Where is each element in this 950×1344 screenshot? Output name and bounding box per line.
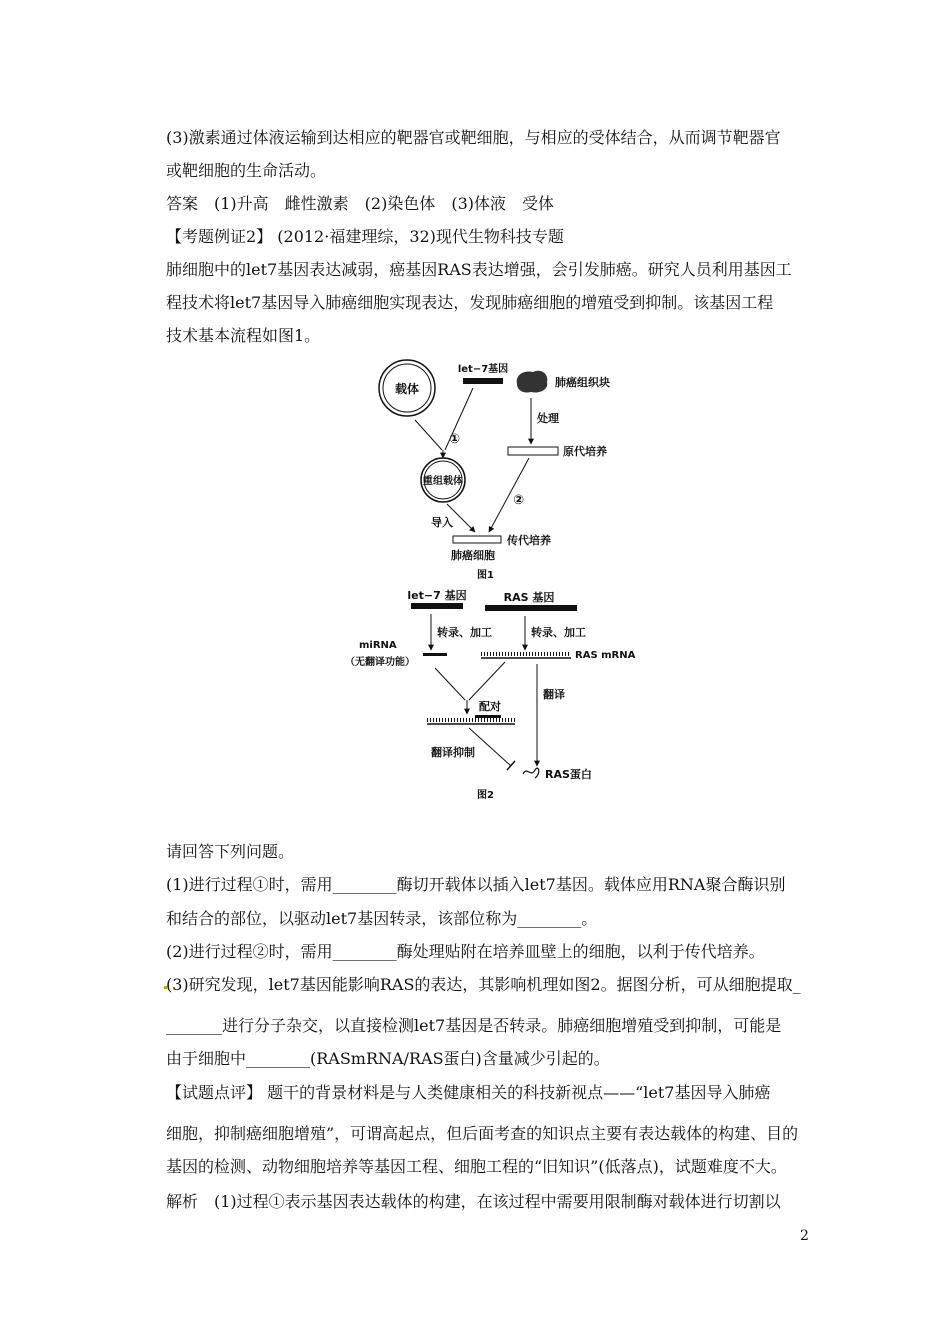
figure-1-caption: 图1	[477, 570, 494, 581]
let7-gene-bar-2	[411, 603, 463, 609]
mirna-label: miRNA	[359, 640, 397, 651]
text-line: 或靶细胞的生命活动。	[166, 161, 327, 180]
ras-gene-label: RAS 基因	[503, 591, 555, 604]
subculture-label: 传代培养	[507, 534, 551, 547]
import-label: 导入	[431, 516, 453, 529]
comment-line: 基因的检测、动物细胞培养等基因工程、细胞工程的“旧知识”(低落点)，试题难度不大。	[166, 1157, 787, 1176]
question-1-cont: 和结合的部位，以驱动let7基因转录，该部位称为________。	[166, 909, 598, 928]
pair-label: 配对	[479, 700, 501, 713]
let7-gene-bar	[463, 378, 503, 384]
paired-mirna-bar	[475, 715, 501, 718]
text-line: 技术基本流程如图1。	[166, 326, 321, 345]
question-3-cont: _______进行分子杂交，以直接检测let7基因是否转录。肺癌细胞增殖受到抑制，可能是	[166, 1016, 782, 1035]
primary-culture-label: 原代培养	[563, 445, 607, 458]
ras-protein-label: RAS蛋白	[545, 768, 592, 781]
question-2: (2)进行过程②时，需用________酶处理贴附在培养皿壁上的细胞，以利于传代培养。	[166, 942, 765, 961]
ras-gene-bar	[485, 605, 577, 611]
transcribe-label-2: 转录、加工	[531, 626, 586, 639]
lung-cancer-cells-label: 肺癌细胞	[451, 549, 495, 562]
text-line: 肺细胞中的let7基因表达减弱，癌基因RAS表达增强，会引发肺癌。研究人员利用基因工	[166, 260, 792, 279]
subculture-dish	[453, 536, 501, 543]
ras-protein-icon	[523, 768, 539, 778]
question-intro: 请回答下列问题。	[166, 842, 295, 861]
page-number: 2	[800, 1228, 809, 1244]
comment-line: 细胞，抑制癌细胞增殖”，可谓高起点，但后面考查的知识点主要有表达载体的构建、目的	[166, 1124, 799, 1143]
answer-line: 答案 (1)升高 雌性激素 (2)染色体 (3)体液 受体	[166, 194, 554, 213]
tissue-label: 肺癌组织块	[555, 376, 610, 389]
example-heading: 【考题例证2】 (2012·福建理综，32)现代生物科技专题	[166, 227, 564, 246]
mirna-bar	[423, 653, 447, 656]
tumor-tissue	[517, 371, 548, 393]
ras-mrna-label: RAS mRNA	[575, 650, 636, 661]
comment-line: 【试题点评】 题干的背景材料是与人类健康相关的科技新视点——“let7基因导入肺癌	[166, 1083, 771, 1102]
translate-label: 翻译	[543, 688, 565, 701]
let7-gene-label-2: let−7 基因	[407, 589, 467, 602]
recombinant-label: 重组载体	[423, 476, 463, 487]
text-line: (3)激素通过体液运输到达相应的靶器官或靶细胞，与相应的受体结合，从而调节靶器官	[166, 128, 781, 147]
question-1: (1)进行过程①时，需用________酶切开载体以插入let7基因。载体应用RNA聚合酶识别	[166, 875, 786, 894]
vector-label: 载体	[394, 382, 420, 396]
figure-2	[345, 588, 636, 801]
figure-2-caption: 图2	[477, 790, 494, 801]
primary-culture-dish	[508, 447, 558, 455]
step-1-label: ①	[449, 432, 461, 447]
inhibit-label: 翻译抑制	[431, 746, 475, 759]
step-2-label: ②	[513, 493, 525, 508]
question-3: (3)研究发现，let7基因能影响RAS的表达，其影响机理如图2。据图分析，可从细胞提取_	[166, 975, 801, 994]
let7-gene-label: let−7基因	[457, 364, 509, 375]
mirna-note: （无翻译功能）	[345, 657, 415, 668]
text-line: 程技术将let7基因导入肺癌细胞实现表达，发现肺癌细胞的增殖受到抑制。该基因工程	[166, 293, 774, 312]
figure-1	[379, 360, 610, 581]
treat-label: 处理	[537, 412, 559, 425]
analysis-line: 解析 (1)过程①表示基因表达载体的构建，在该过程中需要用限制酶对载体进行切割以	[166, 1192, 781, 1211]
question-3-cont: 由于细胞中________(RASmRNA/RAS蛋白)含量减少引起的。	[166, 1049, 610, 1068]
transcribe-label-1: 转录、加工	[437, 626, 492, 639]
diagram-figure	[345, 358, 645, 808]
